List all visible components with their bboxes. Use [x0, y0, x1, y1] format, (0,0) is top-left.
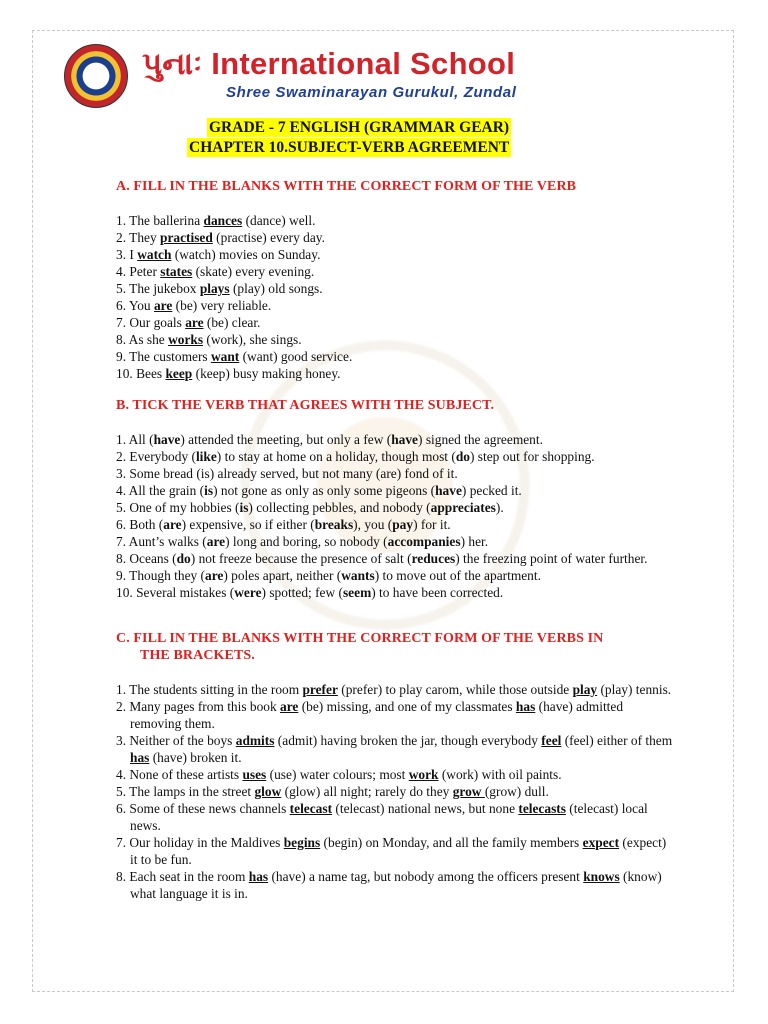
answer-word: like	[195, 449, 217, 464]
item-text: ) poles apart, neither (	[223, 568, 342, 583]
answer-word: telecast	[289, 801, 333, 816]
answer-word: work	[408, 767, 439, 782]
section-a-heading: A. FILL IN THE BLANKS WITH THE CORRECT FORM OF THE VERB	[116, 179, 577, 194]
item-text: (keep) busy making honey.	[192, 366, 341, 381]
list-item	[116, 783, 676, 800]
answer-word: seem	[342, 585, 372, 600]
list-item	[116, 280, 676, 297]
item-text: 7. Our goals	[116, 315, 186, 330]
item-text: ).	[495, 500, 504, 515]
item-text: ) signed the agreement.	[418, 432, 543, 447]
answer-word: have	[435, 483, 462, 498]
answer-word: are	[153, 298, 173, 313]
item-text: 10. Bees	[116, 366, 166, 381]
answer-word: is	[204, 483, 214, 498]
answer-word: want	[210, 349, 240, 364]
answer-word: keep	[165, 366, 193, 381]
item-text: (play) old songs.	[229, 281, 323, 296]
section-a-list	[116, 212, 676, 382]
item-text: (have) broken it.	[149, 750, 242, 765]
answer-word: watch	[137, 247, 172, 262]
section-c-list	[116, 681, 676, 902]
item-text: (use) water colours; most	[266, 767, 409, 782]
item-text: 6. Some of these news channels	[116, 801, 290, 816]
item-text: (feel) either of them	[561, 733, 673, 748]
item-text: ) pecked it.	[461, 483, 522, 498]
item-text: 2. They	[116, 230, 161, 245]
school-header	[64, 42, 714, 112]
item-text: 2. Everybody (	[116, 449, 196, 464]
item-text: (want) good service.	[239, 349, 353, 364]
item-text: (telecast) local news.	[130, 801, 648, 833]
item-text: (glow) all night; rarely do they	[281, 784, 453, 799]
item-text: ) the freezing point of water further.	[455, 551, 648, 566]
item-text: ) her.	[460, 534, 489, 549]
list-item	[116, 834, 676, 868]
item-text: 3. I	[116, 247, 138, 262]
item-text: 8. As she	[116, 332, 169, 347]
item-text: (work), she sings.	[203, 332, 302, 347]
answer-word: grow	[452, 784, 485, 799]
item-text: (begin) on Monday, and all the family members	[320, 835, 583, 850]
answer-word: have	[153, 432, 181, 447]
item-text: 6. You	[116, 298, 154, 313]
answer-word: works	[168, 332, 204, 347]
answer-word: uses	[242, 767, 267, 782]
item-text: (be) clear.	[203, 315, 261, 330]
chapter-title: CHAPTER 10.SUBJECT-VERB AGREEMENT	[189, 139, 510, 156]
item-text: 2. Many pages from this book	[116, 699, 281, 714]
answer-word: do	[455, 449, 470, 464]
item-text: ) not freeze because the presence of salt (	[190, 551, 412, 566]
answer-word: were	[234, 585, 262, 600]
answer-word: reduces	[411, 551, 456, 566]
list-item	[116, 348, 676, 365]
answer-word: are	[280, 699, 299, 714]
answer-word: wants	[341, 568, 375, 583]
answer-word: breaks	[314, 517, 354, 532]
item-text: (skate) every evening.	[192, 264, 315, 279]
section-c-heading	[116, 630, 676, 664]
item-text: 3. Neither of the boys	[116, 733, 236, 748]
answer-word: telecasts	[518, 801, 566, 816]
item-text: (prefer) to play carom, while those outside	[337, 682, 573, 697]
item-text: ) collecting pebbles, and nobody (	[248, 500, 431, 515]
item-text: (practise) every day.	[212, 230, 325, 245]
list-item	[116, 365, 676, 382]
section-c-heading-line1: C. FILL IN THE BLANKS WITH THE CORRECT FORM OF THE VERBS IN	[116, 631, 604, 646]
list-item	[116, 448, 676, 465]
answer-word: expect	[582, 835, 620, 850]
item-text: ) to have been corrected.	[371, 585, 504, 600]
answer-word: appreciates	[430, 500, 496, 515]
list-item	[116, 314, 676, 331]
item-text: 3. Some bread (is) already served, but not many (are) fond of it.	[116, 466, 458, 481]
item-text: (have) admitted removing them.	[130, 699, 624, 731]
item-text: ) to stay at home on a holiday, though most (	[216, 449, 456, 464]
answer-word: knows	[583, 869, 620, 884]
answer-word: accompanies	[387, 534, 461, 549]
item-text: (be) very reliable.	[172, 298, 272, 313]
item-text: 9. The customers	[116, 349, 211, 364]
item-text: 5. One of my hobbies (	[116, 500, 240, 515]
item-text: (watch) movies on Sunday.	[171, 247, 321, 262]
school-name: પુનાઃ International School	[142, 46, 516, 81]
item-text: (play) tennis.	[597, 682, 672, 697]
item-text: 1. All (	[116, 432, 154, 447]
section-b-heading: B. TICK THE VERB THAT AGREES WITH THE SUBJECT.	[116, 398, 495, 413]
item-text: ) attended the meeting, but only a few (	[180, 432, 392, 447]
item-text: (know) what language it is in.	[130, 869, 662, 901]
item-text: (have) a name tag, but nobody among the officers present	[268, 869, 584, 884]
school-tagline: Shree Swaminarayan Gurukul, Zundal	[226, 84, 517, 101]
answer-word: are	[185, 315, 204, 330]
list-item	[116, 246, 676, 263]
item-text: (grow) dull.	[484, 784, 549, 799]
answer-word: states	[160, 264, 193, 279]
grade-title: GRADE - 7 ENGLISH (GRAMMAR GEAR)	[209, 119, 510, 136]
item-text: 7. Our holiday in the Maldives	[116, 835, 284, 850]
item-text: ) for it.	[413, 517, 451, 532]
item-text: 4. None of these artists	[116, 767, 243, 782]
answer-word: feel	[541, 733, 562, 748]
list-item	[116, 516, 676, 533]
list-item	[116, 732, 676, 766]
answer-word: are	[206, 534, 226, 549]
list-item	[116, 212, 676, 229]
section-c-heading-line2: THE BRACKETS.	[140, 648, 255, 663]
answer-word: plays	[199, 281, 230, 296]
item-text: 8. Each seat in the room	[116, 869, 249, 884]
list-item	[116, 800, 676, 834]
list-item	[116, 681, 676, 698]
section-a	[116, 178, 676, 382]
list-item	[116, 550, 676, 567]
item-text: 5. The lamps in the street	[116, 784, 255, 799]
item-text: 9. Though they (	[116, 568, 206, 583]
list-item	[116, 868, 676, 902]
answer-word: dances	[203, 213, 243, 228]
item-text: (telecast) national news, but none	[332, 801, 519, 816]
answer-word: have	[391, 432, 419, 447]
item-text: (be) missing, and one of my classmates	[298, 699, 516, 714]
item-text: ) long and boring, so nobody (	[225, 534, 388, 549]
list-item	[116, 584, 676, 601]
list-item	[116, 567, 676, 584]
school-logo	[64, 44, 128, 108]
item-text: 8. Oceans (	[116, 551, 177, 566]
list-item	[116, 482, 676, 499]
list-item	[116, 533, 676, 550]
answer-word: glow	[254, 784, 282, 799]
item-text: 1. The students sitting in the room	[116, 682, 303, 697]
list-item	[116, 331, 676, 348]
answer-word: begins	[283, 835, 321, 850]
answer-word: pay	[392, 517, 414, 532]
answer-word: practised	[160, 230, 213, 245]
item-text: ) to move out of the apartment.	[374, 568, 541, 583]
list-item	[116, 499, 676, 516]
list-item	[116, 698, 676, 732]
answer-word: has	[248, 869, 269, 884]
list-item	[116, 263, 676, 280]
section-b	[116, 397, 676, 601]
item-text: ) not gone as only as only some pigeons (	[213, 483, 436, 498]
answer-word: are	[205, 568, 224, 583]
list-item	[116, 229, 676, 246]
answer-word: do	[176, 551, 191, 566]
item-text: 4. Peter	[116, 264, 161, 279]
item-text: (work) with oil paints.	[438, 767, 562, 782]
answer-word: play	[572, 682, 598, 697]
item-text: 4. All the grain (	[116, 483, 205, 498]
item-text: ) step out for shopping.	[469, 449, 595, 464]
item-text: ) spotted; few (	[261, 585, 343, 600]
answer-word: admits	[235, 733, 275, 748]
list-item	[116, 766, 676, 783]
answer-word: prefer	[302, 682, 338, 697]
item-text: 10. Several mistakes (	[116, 585, 235, 600]
answer-word: has	[130, 750, 150, 765]
item-text: 7. Aunt’s walks (	[116, 534, 207, 549]
item-text: 6. Both (	[116, 517, 164, 532]
item-text: (expect) it to be fun.	[130, 835, 667, 867]
answer-word: is	[239, 500, 249, 515]
item-text: 5. The jukebox	[116, 281, 200, 296]
list-item	[116, 297, 676, 314]
item-text: ), you (	[353, 517, 393, 532]
list-item	[116, 465, 676, 482]
section-c	[116, 630, 676, 902]
item-text: 1. The ballerina	[116, 213, 204, 228]
answer-word: has	[515, 699, 536, 714]
item-text: ) expensive, so if either (	[181, 517, 315, 532]
item-text: (dance) well.	[242, 213, 316, 228]
list-item	[116, 431, 676, 448]
answer-word: are	[163, 517, 182, 532]
item-text: (admit) having broken the jar, though everybody	[274, 733, 542, 748]
section-b-list	[116, 431, 676, 601]
